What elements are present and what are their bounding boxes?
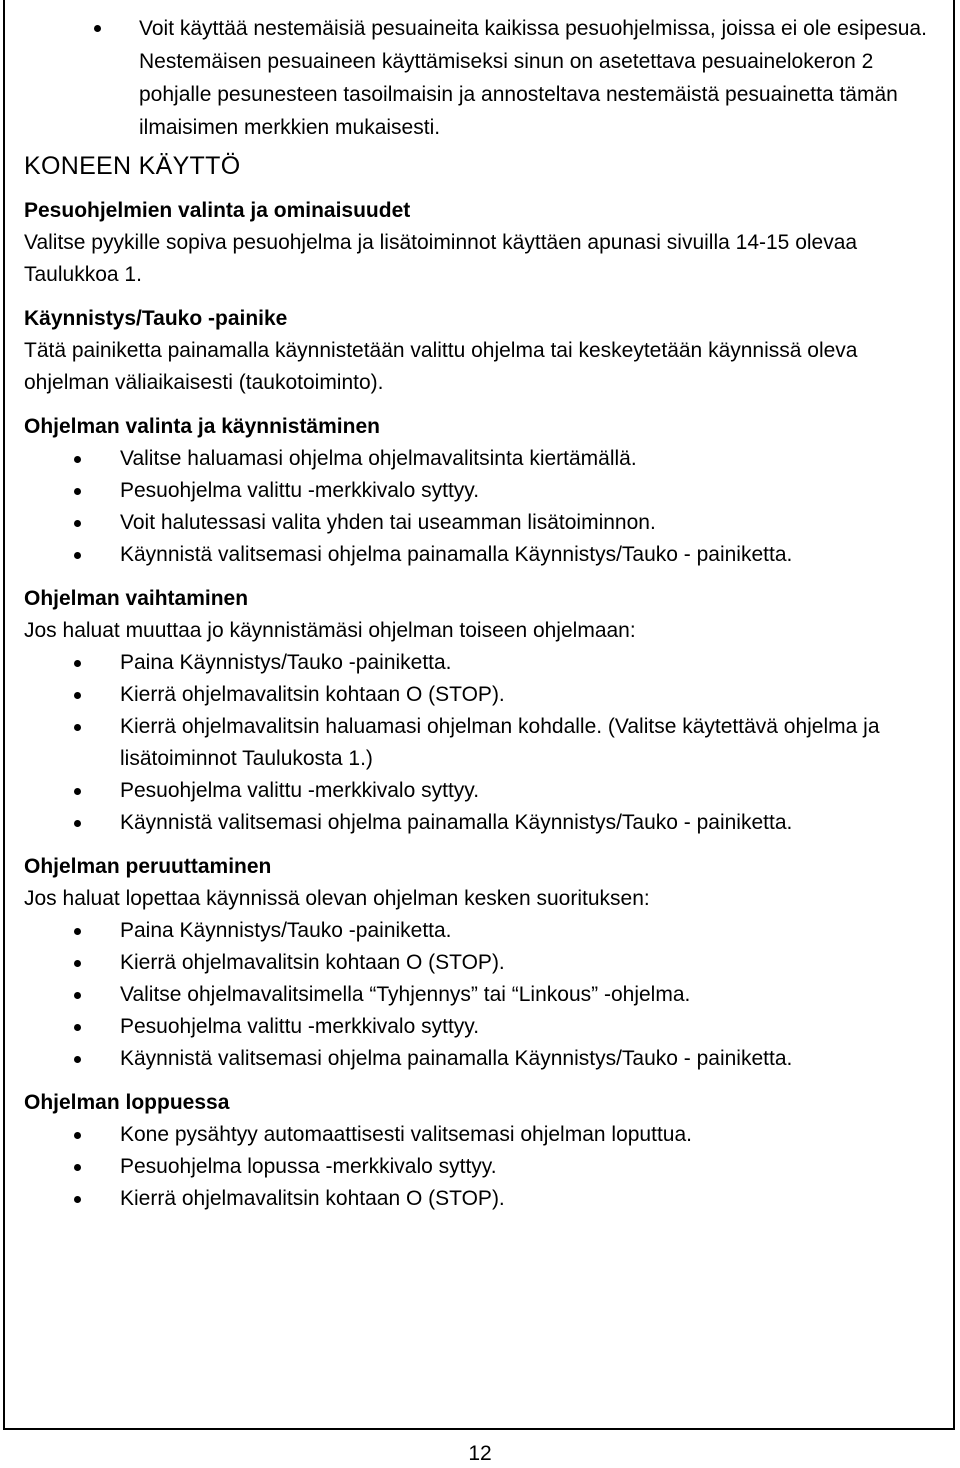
list-item-text: Käynnistä valitsemasi ohjelma painamalla Käynnistys/Tauko - painiketta. xyxy=(120,543,793,566)
bullet-icon xyxy=(74,660,81,667)
document-content xyxy=(24,12,934,1215)
bullet-icon xyxy=(74,1024,81,1031)
list-item-text: Kierrä ohjelmavalitsin kohtaan O (STOP). xyxy=(120,951,505,974)
paragraph-program-selection: Valitse pyykille sopiva pesuohjelma ja lisätoiminnot käyttäen apunasi sivuilla 14-15 olevaa Taulukkoa 1. xyxy=(24,231,858,286)
list-item-text: Paina Käynnistys/Tauko -painiketta. xyxy=(120,919,452,942)
list-item xyxy=(24,915,934,947)
list-item-text: Valitse haluamasi ohjelma ohjelmavalitsinta kiertämällä. xyxy=(120,447,637,470)
bullet-icon xyxy=(74,552,81,559)
bullet-icon xyxy=(74,488,81,495)
bullet-icon xyxy=(74,820,81,827)
heading-select-start: Ohjelman valinta ja käynnistäminen xyxy=(24,415,380,438)
bullet-icon xyxy=(74,692,81,699)
bullet-icon xyxy=(74,992,81,999)
change-list xyxy=(24,647,934,839)
heading-program-selection: Pesuohjelmien valinta ja ominaisuudet xyxy=(24,199,411,222)
section-title: KONEEN KÄYTTÖ xyxy=(24,152,241,180)
list-item xyxy=(24,775,934,807)
list-item-text: Kierrä ohjelmavalitsin kohtaan O (STOP). xyxy=(120,683,505,706)
heading-cancel: Ohjelman peruuttaminen xyxy=(24,855,272,878)
bullet-icon xyxy=(74,1196,81,1203)
list-item xyxy=(24,1183,934,1215)
list-item-text: Voit halutessasi valita yhden tai useamman lisätoiminnon. xyxy=(120,511,656,534)
list-item-text: Valitse ohjelmavalitsimella “Tyhjennys” tai “Linkous” -ohjelma. xyxy=(120,983,691,1006)
list-item xyxy=(24,947,934,979)
bullet-icon xyxy=(74,1132,81,1139)
heading-start-pause: Käynnistys/Tauko -painike xyxy=(24,307,288,330)
paragraph-change-intro: Jos haluat muuttaa jo käynnistämäsi ohjelman toiseen ohjelmaan: xyxy=(24,619,636,642)
bullet-icon xyxy=(74,788,81,795)
list-item xyxy=(24,1011,934,1043)
paragraph-start-pause: Tätä painiketta painamalla käynnistetään valittu ohjelma tai keskeytetään käynnissä oleva ohjelman väliaikaisesti (taukotoiminto). xyxy=(24,339,858,394)
list-item xyxy=(24,539,934,571)
list-item xyxy=(24,475,934,507)
list-item xyxy=(24,507,934,539)
list-item xyxy=(24,12,934,144)
list-item xyxy=(24,979,934,1011)
list-item-text: Pesuohjelma valittu -merkkivalo syttyy. xyxy=(120,479,480,502)
list-item-text: Paina Käynnistys/Tauko -painiketta. xyxy=(120,651,452,674)
bullet-icon xyxy=(74,520,81,527)
cancel-list xyxy=(24,915,934,1075)
paragraph-cancel-intro: Jos haluat lopettaa käynnissä olevan ohjelman kesken suorituksen: xyxy=(24,887,650,910)
heading-change: Ohjelman vaihtaminen xyxy=(24,587,249,610)
list-item-text: Pesuohjelma valittu -merkkivalo syttyy. xyxy=(120,1015,480,1038)
list-item-text: Voit käyttää nestemäisiä pesuaineita kaikissa pesuohjelmissa, joissa ei ole esipesua. Nestemäisen pesuaineen käyttämiseksi sinun on asetettava pesuainelokeron 2 pohjalle pesunesteen tasoilmaisin ja annosteltava nestemäistä pesuainetta tämän ilmaisimen merkkien mukaisesti. xyxy=(139,17,927,139)
heading-end: Ohjelman loppuessa xyxy=(24,1091,230,1114)
list-item xyxy=(24,807,934,839)
bullet-icon xyxy=(74,1056,81,1063)
bullet-icon xyxy=(94,25,101,32)
bullet-icon xyxy=(74,960,81,967)
page-number: 12 xyxy=(468,1442,492,1465)
list-item-text: Kierrä ohjelmavalitsin kohtaan O (STOP). xyxy=(120,1187,505,1210)
list-item-text: Kone pysähtyy automaattisesti valitsemasi ohjelman loputtua. xyxy=(120,1123,692,1146)
end-list xyxy=(24,1119,934,1215)
list-item-text: Käynnistä valitsemasi ohjelma painamalla Käynnistys/Tauko - painiketta. xyxy=(120,811,793,834)
list-item xyxy=(24,679,934,711)
bullet-icon xyxy=(74,928,81,935)
bullet-icon xyxy=(74,456,81,463)
list-item xyxy=(24,1119,934,1151)
list-item xyxy=(24,1151,934,1183)
select-start-list xyxy=(24,443,934,571)
bullet-icon xyxy=(74,724,81,731)
intro-bullet-list xyxy=(24,12,934,144)
list-item-text: Pesuohjelma lopussa -merkkivalo syttyy. xyxy=(120,1155,497,1178)
list-item xyxy=(24,647,934,679)
list-item xyxy=(24,1043,934,1075)
list-item-text: Pesuohjelma valittu -merkkivalo syttyy. xyxy=(120,779,480,802)
list-item xyxy=(24,443,934,475)
list-item-text: Käynnistä valitsemasi ohjelma painamalla Käynnistys/Tauko - painiketta. xyxy=(120,1047,793,1070)
bullet-icon xyxy=(74,1164,81,1171)
list-item-text: Kierrä ohjelmavalitsin haluamasi ohjelman kohdalle. (Valitse käytettävä ohjelma ja lisätoiminnot Taulukosta 1.) xyxy=(120,715,880,770)
list-item xyxy=(24,711,934,775)
